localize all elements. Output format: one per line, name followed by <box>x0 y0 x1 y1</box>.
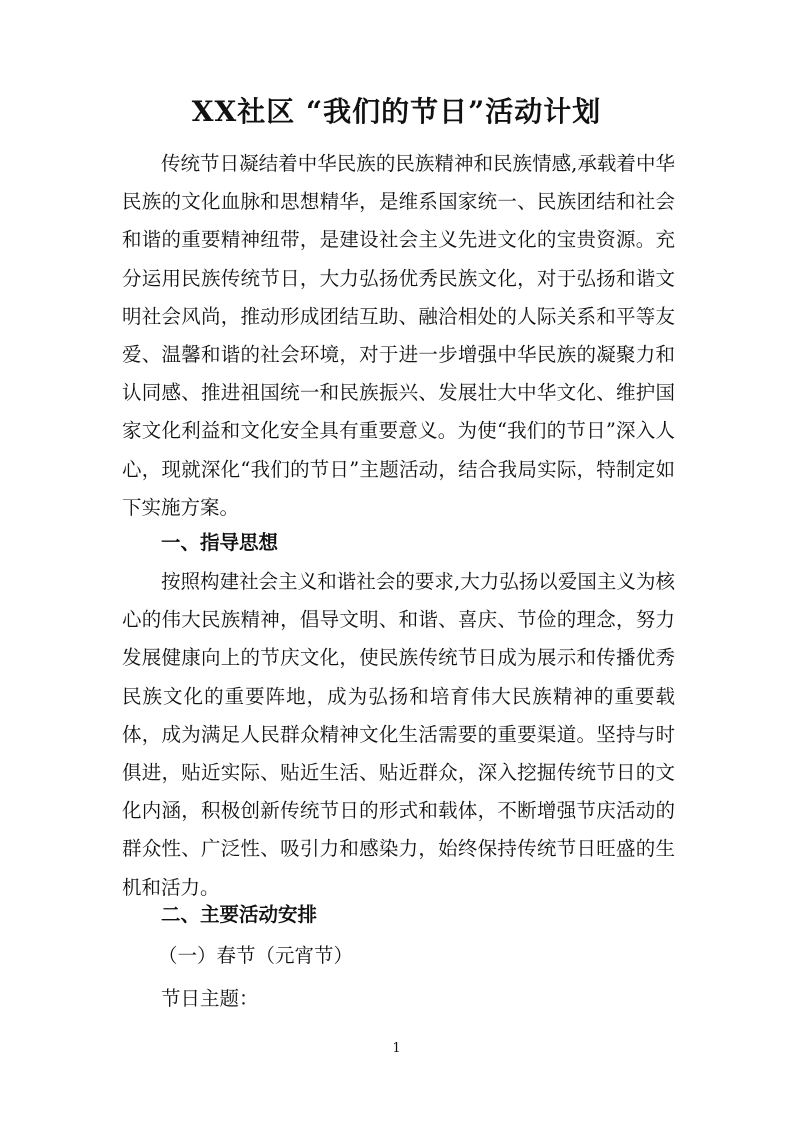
guiding-ideology-paragraph: 按照构建社会主义和谐社会的要求,大力弘扬以爱国主义为核心的伟大民族精神，倡导文明、和谐、喜庆、节俭的理念，努力发展健康向上的节庆文化，使民族传统节日成为展示和传播优秀民族文化的重要阵地，成为弘扬和培育伟大民族精神的重要载体，成为满足人民群众精神文化生活需要的重要渠道。坚持与时俱进，贴近实际、贴近生活、贴近群众，深入挖掘传统节日的文化内涵，积极创新传统节日的形式和载体，不断增强节庆活动的群众性、广泛性、吸引力和感染力，始终保持传统节日旺盛的生机和活力。 <box>122 570 675 899</box>
section-heading-guiding-ideology: 一、指导思想 <box>161 531 279 554</box>
page-number: 1 <box>392 1041 401 1056</box>
subsection-heading-spring-festival: （一）春节（元宵节） <box>158 944 354 967</box>
festival-theme-label: 节日主题： <box>161 987 259 1010</box>
section-heading-main-activities: 二、主要活动安排 <box>161 903 318 926</box>
document-title: XX社区 “我们的节日”活动计划 <box>191 95 602 128</box>
intro-paragraph: 传统节日凝结着中华民族的民族精神和民族情感,承载着中华民族的文化血脉和思想精华，是维系国家统一、民族团结和社会和谐的重要精神纽带，是建设社会主义先进文化的宝贵资源。充分运用民族传统节日，大力弘扬优秀民族文化，对于弘扬和谐文明社会风尚，推动形成团结互助、融洽相处的人际关系和平等友爱、温馨和谐的社会环境，对于进一步增强中华民族的凝聚力和认同感、推进祖国统一和民族振兴、发展壮大中华文化、维护国家文化利益和文化安全具有重要意义。为使“我们的节日”深入人心，现就深化“我们的节日”主题活动，结合我局实际，特制定如下实施方案。 <box>122 152 675 519</box>
